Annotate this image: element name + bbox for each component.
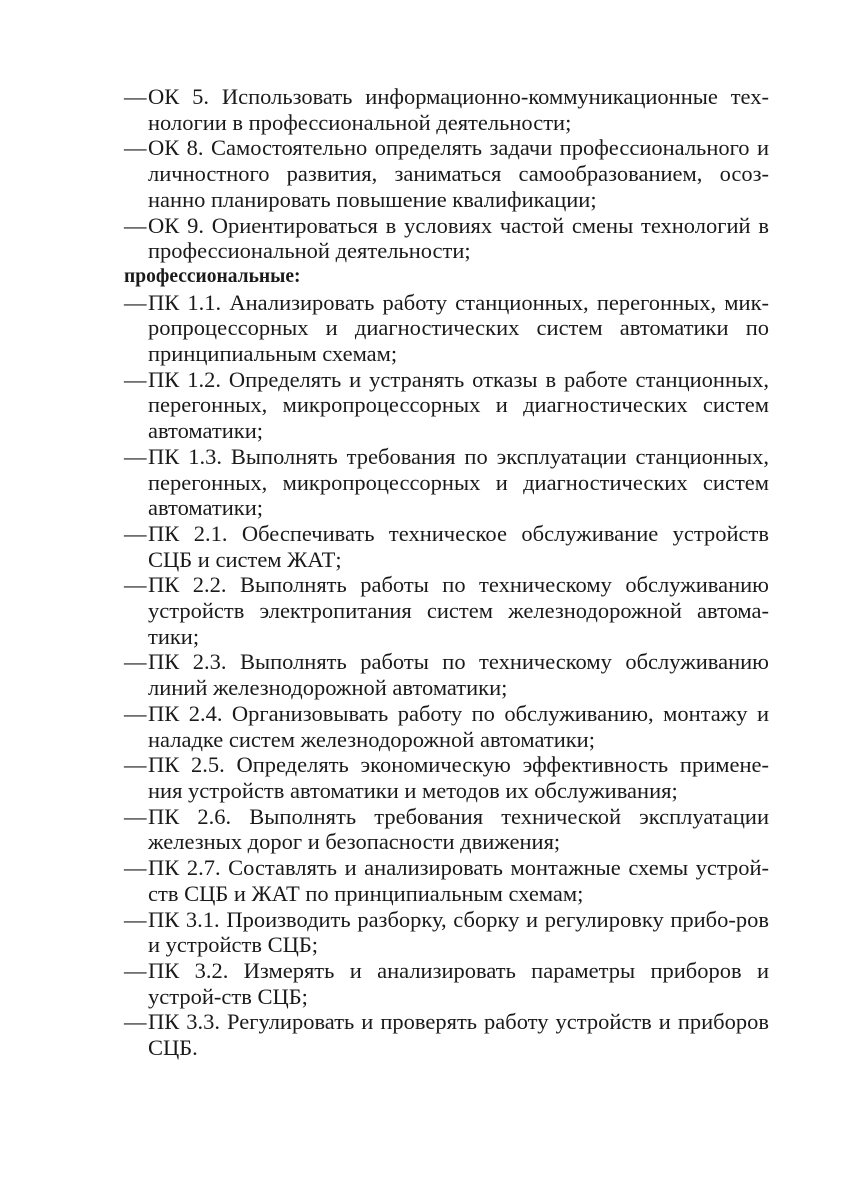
competency-item [124,752,769,803]
bullet-dash: — [124,906,147,932]
competency-text: ПК 1.1. Анализировать работу станционных, перегонных, мик-ропроцессорных и диагностических систем автоматики по принципиальным схемам; [148,289,769,367]
bullet-dash: — [124,803,147,829]
competency-item [124,804,769,855]
competency-text: ПК 2.2. Выполнять работы по техническому обслуживанию устройств электропитания систем железнодорожной автома-тики; [148,572,769,649]
bullet-dash: — [124,572,147,598]
competency-item [124,649,769,700]
competency-text: ОК 9. Ориентироваться в условиях частой смены технологий в профессиональной деятельности; [148,212,769,264]
section-heading-professional: профессиональные: [124,265,301,287]
competency-text: ПК 2.5. Определять экономическую эффективность примене-ния устройств автоматики и методов их обслуживания; [148,752,769,803]
competency-item [124,367,769,444]
competency-item [124,701,769,752]
bullet-dash: — [124,752,147,778]
competency-text: ПК 2.3. Выполнять работы по техническому обслуживанию линий железнодорожной автоматики; [148,649,769,701]
competency-text: ПК 2.7. Составлять и анализировать монтажные схемы устрой-ств СЦБ и ЖАТ по принципиальным схемам; [148,855,769,906]
competency-item [124,444,769,521]
competency-item [124,521,769,572]
bullet-dash: — [124,855,147,881]
competency-item [124,84,769,135]
bullet-dash: — [124,84,147,109]
document-page [124,84,769,1061]
bullet-dash: — [124,289,147,315]
competency-text: ПК 2.1. Обеспечивать техническое обслуживание устройств СЦБ и систем ЖАТ; [148,520,769,572]
competency-text: ПК 3.2. Измерять и анализировать параметры приборов и устрой-ств СЦБ; [148,957,769,1009]
competency-item [124,907,769,958]
competency-text: ПК 2.6. Выполнять требования технической эксплуатации железных дорог и безопасности движения; [148,803,769,855]
competency-item [124,855,769,906]
competency-item [124,213,769,264]
competency-text: ПК 1.2. Определять и устранять отказы в работе станционных, перегонных, микропроцессорных и диагностических систем автоматики; [148,366,769,444]
competency-text: ОК 5. Использовать информационно-коммуникационные тех-нологии в профессиональной деятельности; [148,84,769,135]
competency-text: ПК 2.4. Организовывать работу по обслуживанию, монтажу и наладке систем железнодорожной автоматики; [148,700,769,752]
bullet-dash: — [124,957,147,983]
competency-text: ПК 1.3. Выполнять требования по эксплуатации станционных, перегонных, микропроцессорных и диагностических систем автоматики; [148,443,769,521]
competency-item [124,958,769,1009]
bullet-dash: — [124,1009,147,1035]
competency-text: ОК 8. Самостоятельно определять задачи профессионального и личностного развития, заниматься самообразованием, осоз-нанно планировать повышение квалификации; [148,135,769,212]
bullet-dash: — [124,212,147,238]
bullet-dash: — [124,443,147,469]
bullet-dash: — [124,366,147,392]
competency-item [124,1009,769,1060]
competency-text: ПК 3.3. Регулировать и проверять работу устройств и приборов СЦБ. [148,1009,769,1061]
competency-item [124,290,769,367]
competency-item [124,135,769,212]
bullet-dash: — [124,135,147,161]
bullet-dash: — [124,649,147,675]
bullet-dash: — [124,520,147,546]
bullet-dash: — [124,700,147,726]
competency-text: ПК 3.1. Производить разборку, сборку и регулировку прибо-ров и устройств СЦБ; [148,906,769,958]
competency-item [124,572,769,649]
